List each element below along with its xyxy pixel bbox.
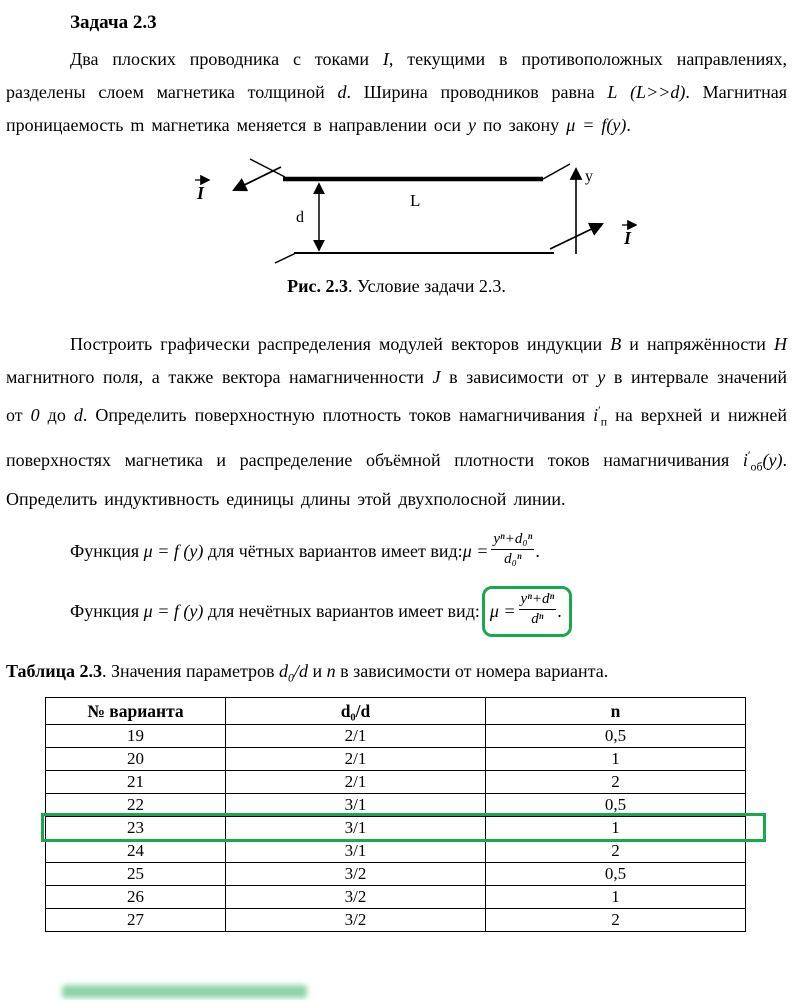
fraction-denominator: dⁿ: [531, 611, 544, 628]
table-cell: 21: [46, 771, 226, 794]
table-cell: 2: [486, 771, 746, 794]
table-row: [46, 748, 746, 771]
table-cell: 2: [486, 909, 746, 932]
formula-even-variants: [6, 528, 787, 574]
variants-table: [45, 697, 746, 932]
fraction: [519, 591, 557, 629]
top-plate-right-edge: [543, 164, 570, 179]
y-axis-label: y: [585, 168, 593, 185]
thickness-label: d: [296, 209, 304, 226]
table-cell: 27: [46, 909, 226, 932]
table-row: [46, 771, 746, 794]
fraction: [491, 531, 534, 569]
table-cell: 25: [46, 863, 226, 886]
column-header: № варианта: [46, 698, 226, 725]
table-caption: Таблица 2.3. Значения параметров $d_0/d$ и n в зависимости от номера варианта.: [6, 660, 609, 685]
table-row: [46, 909, 746, 932]
paragraph-problem-statement: Два плоских проводника с токами I, текущими в противоположных направлениях, разделены слоем магнетика толщиной d. Ширина проводников равна L (L>>d). Магнитная проницаемость m магнетика меняется в направлении оси y по закону μ = f(y).: [6, 49, 788, 135]
variants-table-wrap: [45, 697, 745, 932]
paragraph-task: Построить графически распределения модулей векторов индукции B и напряжённости H магнитного поля, а также вектора намагниченности J в зависимости от y в интервале значений от 0 до d. Определить поверхностную плотность токов намагничивания $i'_п$ на верхней и нижней поверхностях магнетика и распределение объёмной плотности токов намагничивания $i'_{об}(y)$. Определить индуктивность единицы длины этой двухполосной линии.: [6, 334, 788, 510]
column-header: d₀/d: [226, 698, 486, 725]
header-row: [46, 698, 746, 725]
formula-highlight-box: [482, 586, 572, 637]
table-cell: 23: [46, 817, 226, 840]
table-cell: 3/2: [226, 909, 486, 932]
table-row: [46, 840, 746, 863]
formula-lhs: μ =: [489, 601, 516, 622]
formula-lhs: μ =: [462, 541, 489, 562]
table-cell: 24: [46, 840, 226, 863]
table-cell: 3/2: [226, 863, 486, 886]
table-cell: 0,5: [486, 725, 746, 748]
formula-text: Функция μ = f (y) для нечётных вариантов имеет вид:: [70, 601, 480, 622]
table-cell: 26: [46, 886, 226, 909]
figure-caption: Рис. 2.3. Условие задачи 2.3.: [287, 276, 506, 296]
table-row: [46, 863, 746, 886]
table-cell: 1: [486, 817, 746, 840]
table-cell: 3/1: [226, 817, 486, 840]
table-row: [46, 817, 746, 840]
table-cell: 22: [46, 794, 226, 817]
table-cell: 0,5: [486, 794, 746, 817]
cropped-annotation-artifact: [62, 985, 307, 998]
formula-text: Функция μ = f (y) для чётных вариантов имеет вид:: [70, 541, 463, 562]
table-cell: 2: [486, 840, 746, 863]
table-cell: 3/2: [226, 886, 486, 909]
fraction-denominator: d₀ⁿ: [504, 551, 522, 568]
table-cell: 1: [486, 886, 746, 909]
table-cell: 2/1: [226, 725, 486, 748]
table-cell: 2/1: [226, 771, 486, 794]
bottom-plate-left-edge: [275, 253, 296, 263]
formula-period: .: [557, 601, 562, 622]
table-row: [46, 794, 746, 817]
table-cell: 20: [46, 748, 226, 771]
current-label-left: I: [197, 183, 205, 203]
table-row: [46, 725, 746, 748]
page-title: Задача 2.3: [70, 12, 157, 33]
table-cell: 1: [486, 748, 746, 771]
current-label-right: I: [624, 228, 632, 248]
fraction-numerator: yⁿ+d₀ⁿ: [491, 531, 534, 550]
table-cell: 3/1: [226, 840, 486, 863]
column-header: n: [486, 698, 746, 725]
table-row: [46, 886, 746, 909]
formula-odd-variants: [6, 586, 787, 637]
table-cell: 19: [46, 725, 226, 748]
table-cell: 3/1: [226, 794, 486, 817]
fraction-numerator: yⁿ+dⁿ: [519, 591, 557, 610]
current-arrow-left: [234, 167, 281, 190]
figure-svg: [178, 154, 658, 266]
formula-expression-even: [463, 531, 540, 572]
length-label: L: [410, 191, 421, 210]
figure-diagram: [178, 154, 658, 266]
formula-period: .: [535, 541, 540, 562]
table-cell: 0,5: [486, 863, 746, 886]
table-cell: 2/1: [226, 748, 486, 771]
